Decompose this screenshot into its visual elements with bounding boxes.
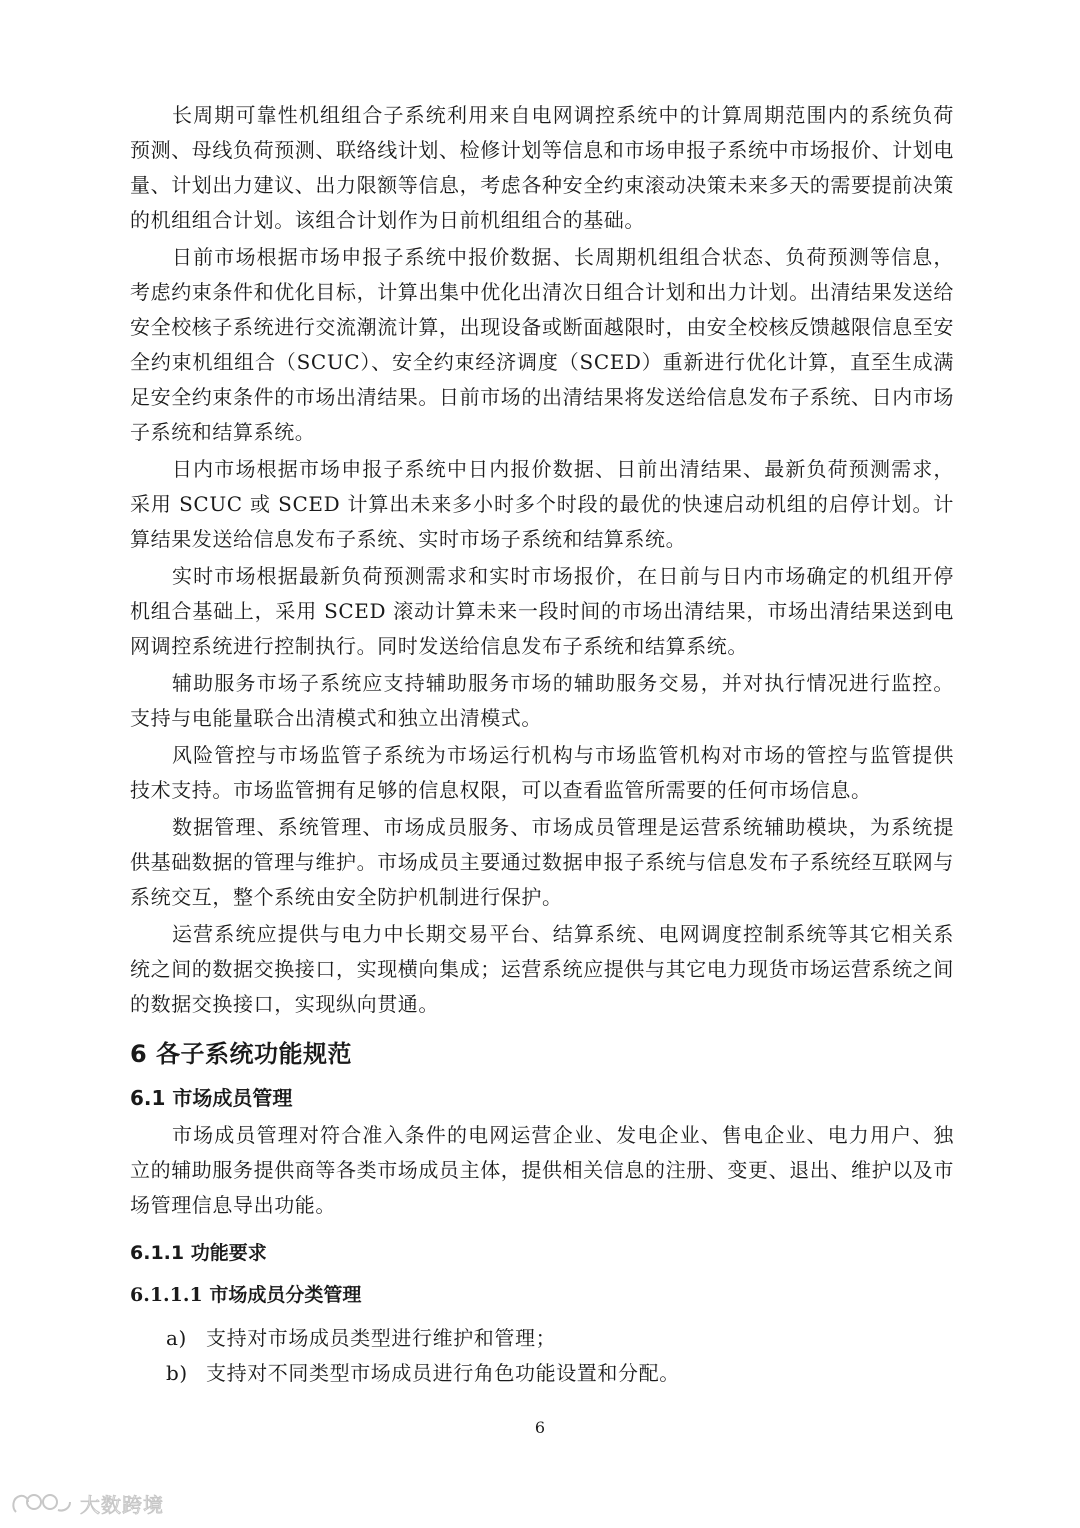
document-page bbox=[130, 98, 954, 1391]
paragraph-real-time-market: 实时市场根据最新负荷预测需求和实时市场报价，在日前与日内市场确定的机组开停机组合基础上，采用 SCED 滚动计算未来一段时间的市场出清结果，市场出清结果送到电网调控系统进行控制执行。同时发送给信息发布子系统和结算系统。 bbox=[130, 564, 954, 658]
list-item bbox=[130, 1356, 954, 1391]
list-item bbox=[130, 1321, 954, 1356]
paragraph-intraday-market: 日内市场根据市场申报子系统中日内报价数据、日前出清结果、最新负荷预测需求，采用 SCUC 或 SCED 计算出未来多小时多个时段的最优的快速启动机组的启停计划。计算结果发送给信息发布子系统、实时市场子系统和结算系统。 bbox=[130, 457, 954, 551]
paragraph-risk-supervision: 风险管控与市场监管子系统为市场运行机构与市场监管机构对市场的管控与监管提供技术支持。市场监管拥有足够的信息权限，可以查看监管所需要的任何市场信息。 bbox=[130, 743, 954, 802]
paragraph-ancillary-service: 辅助服务市场子系统应支持辅助服务市场的辅助服务交易，并对执行情况进行监控。支持与电能量联合出清模式和独立出清模式。 bbox=[130, 671, 954, 730]
paragraph-data-exchange: 运营系统应提供与电力中长期交易平台、结算系统、电网调度控制系统等其它相关系统之间的数据交换接口，实现横向集成；运营系统应提供与其它电力现货市场运营系统之间的数据交换接口，实现纵向贯通。 bbox=[130, 922, 954, 1016]
paragraph-long-cycle-unit-commitment: 长周期可靠性机组组合子系统利用来自电网调控系统中的计算周期范围内的系统负荷预测、母线负荷预测、联络线计划、检修计划等信息和市场申报子系统中市场报价、计划电量、计划出力建议、出力限额等信息，考虑各种安全约束滚动决策未来多天的需要提前决策的机组组合计划。该组合计划作为日前机组组合的基础。 bbox=[130, 103, 954, 232]
watermark-logo-icon bbox=[10, 1490, 74, 1518]
list-item-text: 支持对市场成员类型进行维护和管理； bbox=[206, 1326, 557, 1350]
watermark-text: 大数跨境 bbox=[80, 1493, 164, 1517]
paragraph-data-management: 数据管理、系统管理、市场成员服务、市场成员管理是运营系统辅助模块，为系统提供基础数据的管理与维护。市场成员主要通过数据申报子系统与信息发布子系统经互联网与系统交互，整个系统由安全防护机制进行保护。 bbox=[130, 815, 954, 909]
list-item-text: 支持对不同类型市场成员进行角色功能设置和分配。 bbox=[206, 1361, 680, 1385]
section-6-1-paragraph: 市场成员管理对符合准入条件的电网运营企业、发电企业、售电企业、电力用户、独立的辅助服务提供商等各类市场成员主体，提供相关信息的注册、变更、退出、维护以及市场管理信息导出功能。 bbox=[130, 1123, 954, 1217]
requirements-list bbox=[130, 1321, 954, 1391]
watermark bbox=[10, 1489, 164, 1518]
section-6-1-heading: 6.1 市场成员管理 bbox=[130, 1086, 293, 1110]
paragraph-day-ahead-market: 日前市场根据市场申报子系统中报价数据、长周期机组组合状态、负荷预测等信息，考虑约束条件和优化目标，计算出集中优化出清次日组合计划和出力计划。出清结果发送给安全校核子系统进行交流潮流计算，出现设备或断面越限时，由安全校核反馈越限信息至安全约束机组组合（SCUC）、安全约束经济调度（SCED）重新进行优化计算，直至生成满足安全约束条件的市场出清结果。日前市场的出清结果将发送给信息发布子系统、日内市场子系统和结算系统。 bbox=[130, 245, 954, 444]
list-marker: b) bbox=[166, 1361, 188, 1385]
page-number: 6 bbox=[534, 1418, 546, 1437]
section-6-1-1-1-heading: 6.1.1.1 市场成员分类管理 bbox=[130, 1284, 362, 1306]
section-6-heading: 6 各子系统功能规范 bbox=[130, 1040, 353, 1068]
list-marker: a) bbox=[166, 1326, 187, 1350]
section-6-1-1-heading: 6.1.1 功能要求 bbox=[130, 1242, 267, 1264]
